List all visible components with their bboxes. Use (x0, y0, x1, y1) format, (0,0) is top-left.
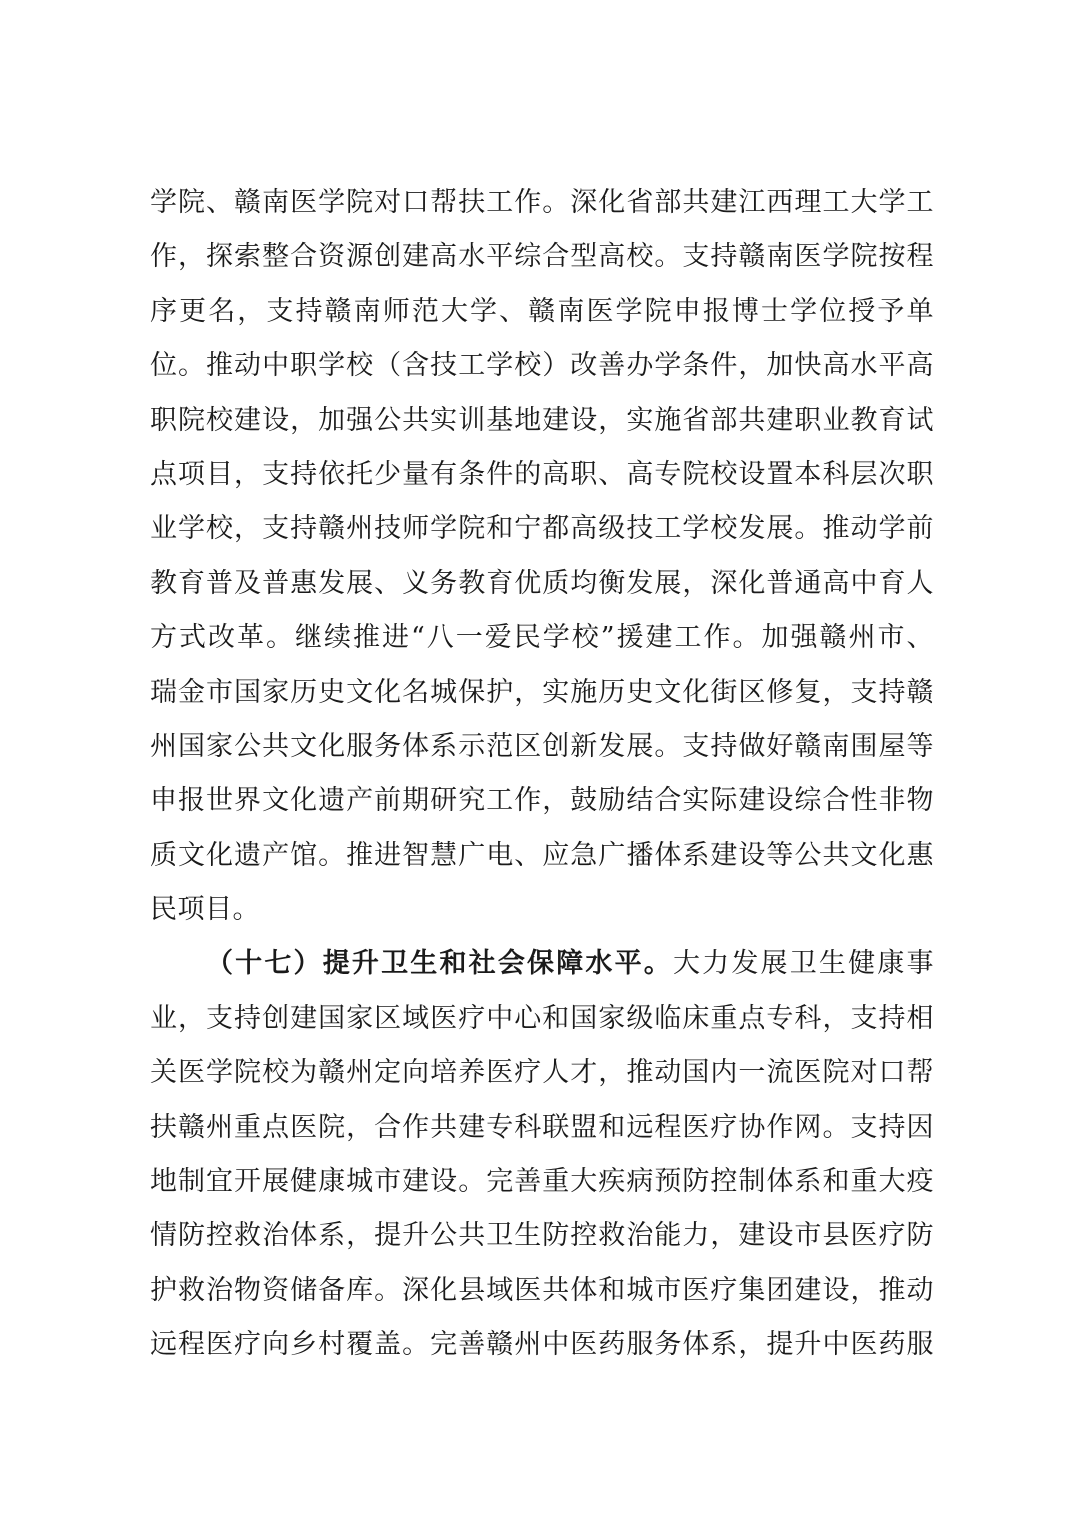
section-heading: （十七）提升卫生和社会保障水平。 (206, 948, 673, 980)
section-first-line (150, 937, 934, 991)
text-line: 申报世界文化遗产前期研究工作，鼓励结合实际建设综合性非物 (150, 785, 934, 817)
text-line: 学院、赣南医学院对口帮扶工作。深化省部共建江西理工大学工 (150, 187, 934, 218)
text-line: 业，支持创建国家区域医疗中心和国家级临床重点专科，支持相 (150, 1002, 934, 1034)
text-line: 民项目。 (150, 894, 260, 926)
text-line: 位。推动中职学校（含技工学校）改善办学条件，加快高水平高 (150, 350, 934, 382)
text-line: 情防控救治体系，提升公共卫生防控救治能力，建设市县医疗防 (150, 1220, 934, 1252)
text-line: 方式改革。继续推进“八一爱民学校”援建工作。加强赣州市、 (150, 622, 934, 654)
text-line: 点项目，支持依托少量有条件的高职、高专院校设置本科层次职 (150, 458, 934, 490)
section-first-line-text: 大力发展卫生健康事 (673, 948, 934, 980)
text-line: 护救治物资储备库。深化县域医共体和城市医疗集团建设，推动 (150, 1274, 934, 1306)
text-line: 职院校建设，加强公共实训基地建设，实施省部共建职业教育试 (150, 404, 934, 436)
text-line: 地制宜开展健康城市建设。完善重大疾病预防控制体系和重大疫 (150, 1166, 934, 1198)
text-line: 州国家公共文化服务体系示范区创新发展。支持做好赣南围屋等 (150, 730, 934, 762)
text-line: 教育普及普惠发展、义务教育优质均衡发展，深化普通高中育人 (150, 567, 934, 599)
text-line: 质文化遗产馆。推进智慧广电、应急广播体系建设等公共文化惠 (150, 839, 934, 871)
text-line: 序更名，支持赣南师范大学、赣南医学院申报博士学位授予单 (150, 295, 934, 327)
text-line: 作，探索整合资源创建高水平综合型高校。支持赣南医学院按程 (150, 241, 934, 273)
text-line: 扶赣州重点医院，合作共建专科联盟和远程医疗协作网。支持因 (150, 1111, 934, 1143)
text-line: 远程医疗向乡村覆盖。完善赣州中医药服务体系，提升中医药服 (150, 1329, 934, 1361)
text-line: 关医学院校为赣州定向培养医疗人才，推动国内一流医院对口帮 (150, 1057, 934, 1089)
text-line: 瑞金市国家历史文化名城保护，实施历史文化街区修复，支持赣 (150, 676, 934, 708)
document-body (150, 176, 934, 1373)
text-line: 业学校，支持赣州技师学院和宁都高级技工学校发展。推动学前 (150, 513, 934, 545)
